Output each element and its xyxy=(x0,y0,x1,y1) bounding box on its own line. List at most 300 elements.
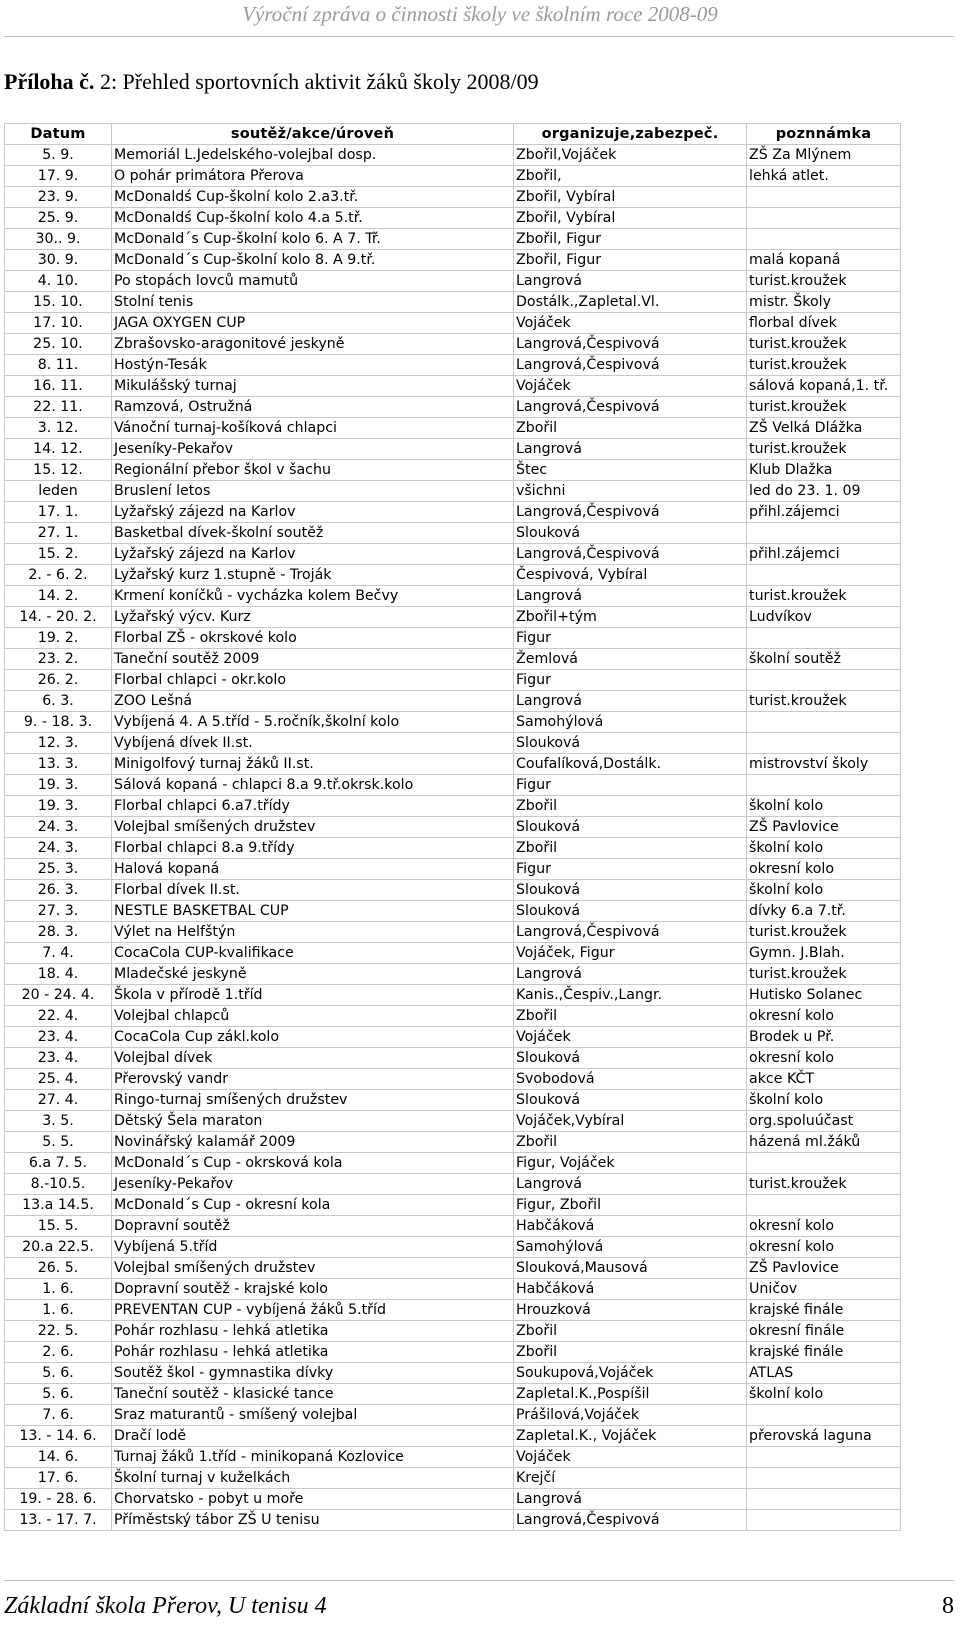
cell-note: turist.kroužek xyxy=(747,334,901,355)
cell-organizer: Zbořil, Figur xyxy=(514,229,747,250)
cell-date: 20.a 22.5. xyxy=(5,1237,112,1258)
column-header-date: Datum xyxy=(5,124,112,145)
cell-note: okresní kolo xyxy=(747,859,901,880)
cell-organizer: Zbořil xyxy=(514,796,747,817)
cell-organizer: Figur xyxy=(514,859,747,880)
cell-date: 9. - 18. 3. xyxy=(5,712,112,733)
cell-note: školní kolo xyxy=(747,1090,901,1111)
cell-note: turist.kroužek xyxy=(747,1174,901,1195)
cell-date: 14. 12. xyxy=(5,439,112,460)
cell-note: mistrovství školy xyxy=(747,754,901,775)
cell-note xyxy=(747,1468,901,1489)
cell-event: Sraz maturantů - smíšený volejbal xyxy=(112,1405,514,1426)
table-row xyxy=(5,250,901,271)
cell-date: 27. 4. xyxy=(5,1090,112,1111)
column-header-organizer: organizuje,zabezpeč. xyxy=(514,124,747,145)
cell-note: akce KČT xyxy=(747,1069,901,1090)
table-row xyxy=(5,1426,901,1447)
cell-note: Gymn. J.Blah. xyxy=(747,943,901,964)
cell-event: McDonaldś Cup-školní kolo 4.a 5.tř. xyxy=(112,208,514,229)
cell-note xyxy=(747,1489,901,1510)
cell-event: Florbal chlapci - okr.kolo xyxy=(112,670,514,691)
cell-note: turist.kroužek xyxy=(747,964,901,985)
page-title xyxy=(4,68,539,96)
page-footer xyxy=(4,1591,954,1621)
table-row xyxy=(5,418,901,439)
cell-organizer: Zbořil, xyxy=(514,166,747,187)
table-row xyxy=(5,1363,901,1384)
table-row xyxy=(5,334,901,355)
cell-event: Stolní tenis xyxy=(112,292,514,313)
cell-date: 6.a 7. 5. xyxy=(5,1153,112,1174)
cell-date: 5. 6. xyxy=(5,1384,112,1405)
cell-organizer: Figur xyxy=(514,628,747,649)
cell-organizer: Zbořil,Vojáček xyxy=(514,145,747,166)
table-row xyxy=(5,586,901,607)
cell-organizer: Zbořil, Vybíral xyxy=(514,208,747,229)
table-row xyxy=(5,691,901,712)
cell-organizer: Zapletal.K.,Pospíšil xyxy=(514,1384,747,1405)
cell-organizer: Langrová xyxy=(514,586,747,607)
cell-note xyxy=(747,1153,901,1174)
cell-organizer: Figur xyxy=(514,670,747,691)
cell-organizer: Kanis.,Čespiv.,Langr. xyxy=(514,985,747,1006)
cell-organizer: Zbořil, Vybíral xyxy=(514,187,747,208)
cell-event: Volejbal dívek xyxy=(112,1048,514,1069)
table-row xyxy=(5,1069,901,1090)
cell-note xyxy=(747,733,901,754)
cell-note: okresní kolo xyxy=(747,1048,901,1069)
cell-organizer: Slouková,Mausová xyxy=(514,1258,747,1279)
table-row xyxy=(5,1132,901,1153)
cell-note xyxy=(747,229,901,250)
cell-organizer: Žemlová xyxy=(514,649,747,670)
cell-event: Regionální přebor škol v šachu xyxy=(112,460,514,481)
table-row xyxy=(5,1048,901,1069)
cell-date: 27. 1. xyxy=(5,523,112,544)
cell-note: mistr. Školy xyxy=(747,292,901,313)
cell-organizer: všichni xyxy=(514,481,747,502)
table-row xyxy=(5,1006,901,1027)
cell-date: 8. 11. xyxy=(5,355,112,376)
cell-event: Florbal chlapci 8.a 9.třídy xyxy=(112,838,514,859)
cell-note: ZŠ Pavlovice xyxy=(747,1258,901,1279)
table-row xyxy=(5,754,901,775)
cell-organizer: Soukupová,Vojáček xyxy=(514,1363,747,1384)
cell-note: školní soutěž xyxy=(747,649,901,670)
title-prefix: Příloha č. xyxy=(4,69,95,94)
cell-note: přerovská laguna xyxy=(747,1426,901,1447)
cell-organizer: Vojáček, Figur xyxy=(514,943,747,964)
cell-date: 17. 6. xyxy=(5,1468,112,1489)
cell-event: Halová kopaná xyxy=(112,859,514,880)
cell-organizer: Vojáček xyxy=(514,313,747,334)
cell-note: školní kolo xyxy=(747,880,901,901)
cell-organizer: Coufalíková,Dostálk. xyxy=(514,754,747,775)
cell-date: 13. - 14. 6. xyxy=(5,1426,112,1447)
cell-organizer: Langrová xyxy=(514,271,747,292)
cell-event: Mikulášský turnaj xyxy=(112,376,514,397)
cell-date: 17. 9. xyxy=(5,166,112,187)
cell-note: ATLAS xyxy=(747,1363,901,1384)
table-row xyxy=(5,1447,901,1468)
cell-date: 12. 3. xyxy=(5,733,112,754)
cell-event: Lyžařský výcv. Kurz xyxy=(112,607,514,628)
cell-event: Florbal dívek II.st. xyxy=(112,880,514,901)
table-row xyxy=(5,712,901,733)
cell-event: Volejbal chlapců xyxy=(112,1006,514,1027)
cell-note xyxy=(747,208,901,229)
cell-event: Vybíjená 5.tříd xyxy=(112,1237,514,1258)
table-row xyxy=(5,292,901,313)
cell-event: Chorvatsko - pobyt u moře xyxy=(112,1489,514,1510)
page-number: 8 xyxy=(942,1593,954,1619)
cell-event: Turnaj žáků 1.tříd - minikopaná Kozlovice xyxy=(112,1447,514,1468)
cell-note xyxy=(747,187,901,208)
cell-date: 8.-10.5. xyxy=(5,1174,112,1195)
cell-date: 23. 4. xyxy=(5,1027,112,1048)
cell-event: Soutěž škol - gymnastika dívky xyxy=(112,1363,514,1384)
table-row xyxy=(5,145,901,166)
cell-event: PREVENTAN CUP - vybíjená žáků 5.tříd xyxy=(112,1300,514,1321)
cell-note xyxy=(747,1195,901,1216)
footer-school-name: Základní škola Přerov, U tenisu 4 xyxy=(4,1593,327,1619)
cell-note: Uničov xyxy=(747,1279,901,1300)
cell-note: okresní kolo xyxy=(747,1237,901,1258)
table-row xyxy=(5,439,901,460)
cell-note: ZŠ Za Mlýnem xyxy=(747,145,901,166)
cell-organizer: Slouková xyxy=(514,880,747,901)
cell-event: Memoriál L.Jedelského-volejbal dosp. xyxy=(112,145,514,166)
header-divider xyxy=(4,36,954,37)
cell-date: 22. 11. xyxy=(5,397,112,418)
cell-note: turist.kroužek xyxy=(747,691,901,712)
cell-note xyxy=(747,712,901,733)
cell-date: 2. - 6. 2. xyxy=(5,565,112,586)
cell-organizer: Zapletal.K., Vojáček xyxy=(514,1426,747,1447)
cell-event: Zbrašovsko-aragonitové jeskyně xyxy=(112,334,514,355)
cell-organizer: Slouková xyxy=(514,733,747,754)
cell-event: McDonald´s Cup-školní kolo 6. A 7. Tř. xyxy=(112,229,514,250)
cell-organizer: Samohýlová xyxy=(514,712,747,733)
cell-date: 7. 6. xyxy=(5,1405,112,1426)
table-row xyxy=(5,1195,901,1216)
cell-event: Vybíjená dívek II.st. xyxy=(112,733,514,754)
cell-date: 16. 11. xyxy=(5,376,112,397)
cell-organizer: Zbořil xyxy=(514,838,747,859)
cell-organizer: Slouková xyxy=(514,817,747,838)
cell-organizer: Langrová,Čespivová xyxy=(514,922,747,943)
cell-event: Vybíjená 4. A 5.tříd - 5.ročník,školní kolo xyxy=(112,712,514,733)
cell-event: McDonald´s Cup-školní kolo 8. A 9.tř. xyxy=(112,250,514,271)
cell-organizer: Zbořil+tým xyxy=(514,607,747,628)
cell-event: JAGA OXYGEN CUP xyxy=(112,313,514,334)
cell-organizer: Slouková xyxy=(514,1048,747,1069)
cell-organizer: Langrová,Čespivová xyxy=(514,397,747,418)
table-row xyxy=(5,187,901,208)
cell-event: Florbal chlapci 6.a7.třídy xyxy=(112,796,514,817)
cell-date: 1. 6. xyxy=(5,1279,112,1300)
cell-date: 4. 10. xyxy=(5,271,112,292)
cell-note: turist.kroužek xyxy=(747,355,901,376)
running-header: Výroční zpráva o činnosti školy ve školním roce 2008-09 xyxy=(242,2,718,26)
table-row xyxy=(5,1279,901,1300)
table-row xyxy=(5,901,901,922)
table-row xyxy=(5,796,901,817)
table-row xyxy=(5,544,901,565)
cell-organizer: Vojáček xyxy=(514,1447,747,1468)
cell-date: leden xyxy=(5,481,112,502)
table-header-row xyxy=(5,124,901,145)
cell-organizer: Langrová,Čespivová xyxy=(514,544,747,565)
cell-organizer: Prášilová,Vojáček xyxy=(514,1405,747,1426)
table-row xyxy=(5,817,901,838)
table-row xyxy=(5,859,901,880)
table-row xyxy=(5,1237,901,1258)
cell-note: okresní kolo xyxy=(747,1006,901,1027)
table-row xyxy=(5,733,901,754)
cell-note xyxy=(747,775,901,796)
table-row xyxy=(5,1258,901,1279)
cell-event: Lyžařský zájezd na Karlov xyxy=(112,502,514,523)
table-row xyxy=(5,880,901,901)
cell-date: 3. 12. xyxy=(5,418,112,439)
cell-organizer: Samohýlová xyxy=(514,1237,747,1258)
cell-event: O pohár primátora Přerova xyxy=(112,166,514,187)
cell-event: Minigolfový turnaj žáků II.st. xyxy=(112,754,514,775)
table-row xyxy=(5,1342,901,1363)
cell-organizer: Zbořil, Figur xyxy=(514,250,747,271)
cell-event: Příměstský tábor ZŠ U tenisu xyxy=(112,1510,514,1531)
table-row xyxy=(5,523,901,544)
table-row xyxy=(5,1489,901,1510)
cell-event: Pohár rozhlasu - lehká atletika xyxy=(112,1342,514,1363)
cell-date: 24. 3. xyxy=(5,838,112,859)
cell-organizer: Langrová xyxy=(514,964,747,985)
cell-event: Dopravní soutěž xyxy=(112,1216,514,1237)
cell-organizer: Zbořil xyxy=(514,1006,747,1027)
cell-date: 19. 3. xyxy=(5,796,112,817)
cell-organizer: Svobodová xyxy=(514,1069,747,1090)
table-row xyxy=(5,229,901,250)
table-row xyxy=(5,964,901,985)
cell-date: 23. 9. xyxy=(5,187,112,208)
cell-date: 23. 2. xyxy=(5,649,112,670)
cell-event: ZOO Lešná xyxy=(112,691,514,712)
table-row xyxy=(5,502,901,523)
cell-event: Basketbal dívek-školní soutěž xyxy=(112,523,514,544)
cell-date: 28. 3. xyxy=(5,922,112,943)
cell-note: turist.kroužek xyxy=(747,922,901,943)
table-row xyxy=(5,607,901,628)
cell-event: Taneční soutěž - klasické tance xyxy=(112,1384,514,1405)
cell-note: florbal dívek xyxy=(747,313,901,334)
column-header-note: poznnámka xyxy=(747,124,901,145)
table-row xyxy=(5,628,901,649)
cell-organizer: Zbořil xyxy=(514,1342,747,1363)
cell-event: Mladečské jeskyně xyxy=(112,964,514,985)
cell-note: sálová kopaná,1. tř. xyxy=(747,376,901,397)
cell-date: 30.. 9. xyxy=(5,229,112,250)
cell-organizer: Vojáček xyxy=(514,376,747,397)
cell-note: org.spoluúčast xyxy=(747,1111,901,1132)
cell-event: McDonaldś Cup-školní kolo 2.a3.tř. xyxy=(112,187,514,208)
cell-event: Vánoční turnaj-košíková chlapci xyxy=(112,418,514,439)
footer-divider xyxy=(4,1580,954,1581)
table-row xyxy=(5,775,901,796)
table-row xyxy=(5,565,901,586)
cell-note: krajské finále xyxy=(747,1300,901,1321)
cell-organizer: Krejčí xyxy=(514,1468,747,1489)
cell-organizer: Habčáková xyxy=(514,1216,747,1237)
cell-organizer: Slouková xyxy=(514,1090,747,1111)
cell-note: Hutisko Solanec xyxy=(747,985,901,1006)
table-row xyxy=(5,376,901,397)
cell-organizer: Langrová xyxy=(514,439,747,460)
table-row xyxy=(5,166,901,187)
cell-date: 26. 3. xyxy=(5,880,112,901)
cell-note xyxy=(747,628,901,649)
cell-organizer: Langrová xyxy=(514,1174,747,1195)
cell-event: Volejbal smíšených družstev xyxy=(112,1258,514,1279)
cell-event: Škola v přírodě 1.tříd xyxy=(112,985,514,1006)
table-row xyxy=(5,1216,901,1237)
cell-date: 13. 3. xyxy=(5,754,112,775)
cell-event: Ringo-turnaj smíšených družstev xyxy=(112,1090,514,1111)
cell-organizer: Figur xyxy=(514,775,747,796)
table-body xyxy=(5,145,901,1531)
cell-event: Florbal ZŠ - okrskové kolo xyxy=(112,628,514,649)
cell-note: turist.kroužek xyxy=(747,586,901,607)
cell-date: 1. 6. xyxy=(5,1300,112,1321)
cell-date: 30. 9. xyxy=(5,250,112,271)
cell-note: házená ml.žáků xyxy=(747,1132,901,1153)
cell-note: školní kolo xyxy=(747,838,901,859)
cell-event: Výlet na Helfštýn xyxy=(112,922,514,943)
cell-organizer: Vojáček,Vybíral xyxy=(514,1111,747,1132)
table-row xyxy=(5,1384,901,1405)
cell-note: dívky 6.a 7.tř. xyxy=(747,901,901,922)
cell-date: 27. 3. xyxy=(5,901,112,922)
cell-date: 6. 3. xyxy=(5,691,112,712)
cell-note: turist.kroužek xyxy=(747,271,901,292)
cell-event: Volejbal smíšených družstev xyxy=(112,817,514,838)
cell-date: 18. 4. xyxy=(5,964,112,985)
table-row xyxy=(5,1090,901,1111)
cell-event: Pohár rozhlasu - lehká atletika xyxy=(112,1321,514,1342)
cell-organizer: Langrová xyxy=(514,1489,747,1510)
cell-note: turist.kroužek xyxy=(747,439,901,460)
cell-note xyxy=(747,523,901,544)
cell-note: malá kopaná xyxy=(747,250,901,271)
cell-event: Bruslení letos xyxy=(112,481,514,502)
cell-organizer: Dostálk.,Zapletal.Vl. xyxy=(514,292,747,313)
cell-organizer: Langrová,Čespivová xyxy=(514,1510,747,1531)
cell-event: Jeseníky-Pekařov xyxy=(112,439,514,460)
cell-date: 26. 5. xyxy=(5,1258,112,1279)
cell-note xyxy=(747,1510,901,1531)
cell-note: Klub Dlažka xyxy=(747,460,901,481)
cell-note: ZŠ Pavlovice xyxy=(747,817,901,838)
cell-event: Taneční soutěž 2009 xyxy=(112,649,514,670)
cell-organizer: Štec xyxy=(514,460,747,481)
cell-event: Dopravní soutěž - krajské kolo xyxy=(112,1279,514,1300)
cell-event: Jeseníky-Pekařov xyxy=(112,1174,514,1195)
cell-organizer: Figur, Vojáček xyxy=(514,1153,747,1174)
table-row xyxy=(5,481,901,502)
cell-event: Lyžařský zájezd na Karlov xyxy=(112,544,514,565)
cell-event: Dračí lodě xyxy=(112,1426,514,1447)
cell-note xyxy=(747,1447,901,1468)
cell-organizer: Langrová,Čespivová xyxy=(514,502,747,523)
table-row xyxy=(5,1405,901,1426)
cell-organizer: Figur, Zbořil xyxy=(514,1195,747,1216)
table-row xyxy=(5,1027,901,1048)
cell-event: McDonald´s Cup - okresní kola xyxy=(112,1195,514,1216)
table-row xyxy=(5,1153,901,1174)
table-row xyxy=(5,943,901,964)
cell-organizer: Čespivová, Vybíral xyxy=(514,565,747,586)
cell-date: 25. 4. xyxy=(5,1069,112,1090)
table-row xyxy=(5,397,901,418)
cell-note: školní kolo xyxy=(747,796,901,817)
cell-date: 13. - 17. 7. xyxy=(5,1510,112,1531)
cell-event: CocaCola Cup zákl.kolo xyxy=(112,1027,514,1048)
cell-date: 26. 2. xyxy=(5,670,112,691)
cell-date: 14. - 20. 2. xyxy=(5,607,112,628)
cell-event: Přerovský vandr xyxy=(112,1069,514,1090)
cell-organizer: Zbořil xyxy=(514,1132,747,1153)
cell-date: 15. 10. xyxy=(5,292,112,313)
cell-event: Dětský Šela maraton xyxy=(112,1111,514,1132)
cell-note: školní kolo xyxy=(747,1384,901,1405)
title-text: 2: Přehled sportovních aktivit žáků školy 2008/09 xyxy=(94,69,539,94)
cell-note xyxy=(747,670,901,691)
table-row xyxy=(5,922,901,943)
cell-event: Školní turnaj v kuželkách xyxy=(112,1468,514,1489)
cell-date: 5. 6. xyxy=(5,1363,112,1384)
cell-event: Krmení koníčků - vycházka kolem Bečvy xyxy=(112,586,514,607)
cell-date: 15. 2. xyxy=(5,544,112,565)
cell-date: 25. 10. xyxy=(5,334,112,355)
cell-date: 19. - 28. 6. xyxy=(5,1489,112,1510)
cell-note: Brodek u Př. xyxy=(747,1027,901,1048)
cell-note: přihl.zájemci xyxy=(747,502,901,523)
cell-date: 20 - 24. 4. xyxy=(5,985,112,1006)
table-row xyxy=(5,313,901,334)
cell-event: Novinářský kalamář 2009 xyxy=(112,1132,514,1153)
cell-date: 19. 2. xyxy=(5,628,112,649)
table-row xyxy=(5,838,901,859)
cell-date: 25. 9. xyxy=(5,208,112,229)
cell-organizer: Hrouzková xyxy=(514,1300,747,1321)
table-row xyxy=(5,649,901,670)
cell-event: McDonald´s Cup - okrsková kola xyxy=(112,1153,514,1174)
cell-date: 17. 10. xyxy=(5,313,112,334)
cell-organizer: Slouková xyxy=(514,901,747,922)
cell-event: Po stopách lovců mamutů xyxy=(112,271,514,292)
table-row xyxy=(5,1111,901,1132)
cell-event: Ramzová, Ostružná xyxy=(112,397,514,418)
cell-note xyxy=(747,1405,901,1426)
cell-date: 24. 3. xyxy=(5,817,112,838)
cell-date: 3. 5. xyxy=(5,1111,112,1132)
cell-date: 2. 6. xyxy=(5,1342,112,1363)
cell-event: Lyžařský kurz 1.stupně - Troják xyxy=(112,565,514,586)
table-row xyxy=(5,1174,901,1195)
table-row xyxy=(5,355,901,376)
cell-date: 5. 9. xyxy=(5,145,112,166)
